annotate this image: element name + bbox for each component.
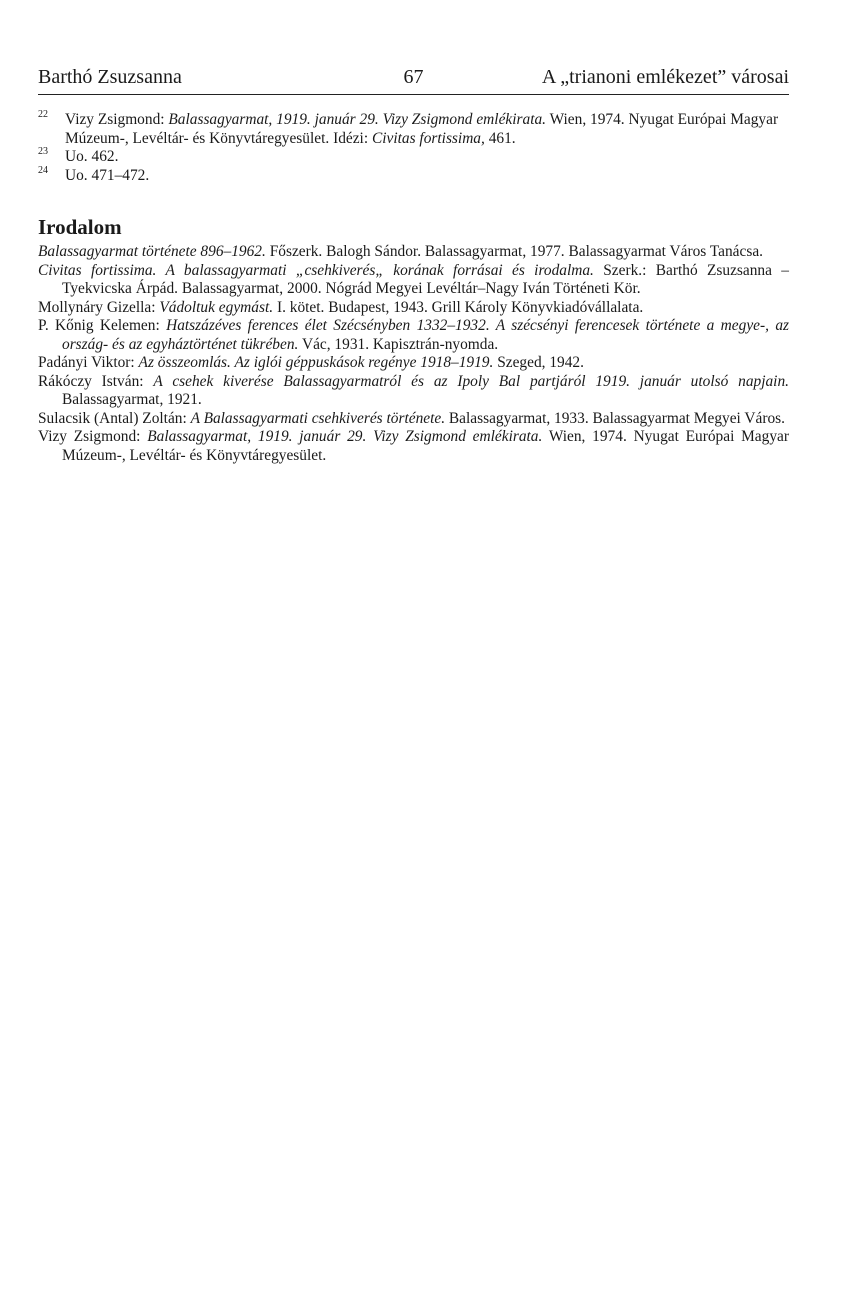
reference-title: Balassagyarmat története 896–1962. <box>38 243 266 260</box>
reference-entry <box>38 299 789 318</box>
reference-author: Sulacsik (Antal) Zoltán: <box>38 409 191 427</box>
reference-entry <box>38 354 789 373</box>
reference-title: Hatszázéves ferences élet Szécsényben 1332–1932. A szécsényi ferencesek története a megye-, az ország- és az egyháztörténet tükrében. <box>62 317 790 353</box>
reference-entry <box>38 262 789 299</box>
running-header <box>38 60 789 95</box>
reference-author: Rákóczy István: <box>38 372 154 390</box>
reference-author: Padányi Viktor: <box>38 354 139 371</box>
bibliography <box>38 243 789 465</box>
section-heading: Irodalom <box>38 215 122 239</box>
footnotes <box>38 111 789 185</box>
footnote <box>38 148 789 167</box>
footnote-text: Uo. 462. <box>65 148 119 165</box>
footnote-title: Civitas fortissima, <box>371 129 485 147</box>
reference-title: Balassagyarmat, 1919. január 29. Vizy Zsigmond emlékirata. <box>147 428 543 445</box>
footnote-number: 24 <box>38 164 48 176</box>
book-page <box>38 60 789 465</box>
reference-author: Vizy Zsigmond: <box>38 428 148 445</box>
footnote-number: 22 <box>38 109 48 120</box>
footnote <box>38 111 789 148</box>
reference-entry <box>38 317 789 354</box>
reference-details: Szeged, 1942. <box>493 354 584 371</box>
page-number: 67 <box>403 66 424 88</box>
footnote-text: Wien, 1974. Nyugat Európai Magyar Múzeum-, Levéltár- és Könyvtáregyesület. Idézi: <box>65 111 779 147</box>
footnote-title: Balassagyarmat, 1919. január 29. Vizy Zsigmond emlékirata. <box>168 111 547 128</box>
footnote-text: Vizy Zsigmond: <box>65 111 169 128</box>
reference-author: P. Kőnig Kelemen: <box>38 317 167 334</box>
reference-details: Főszerk. Balogh Sándor. Balassagyarmat, 1977. Balassagyarmat Város Tanácsa. <box>265 243 764 260</box>
reference-entry <box>38 428 789 465</box>
footnote-text: 461. <box>484 129 516 147</box>
header-author: Barthó Zsuzsanna <box>38 66 182 88</box>
reference-details: Vác, 1931. Kapisztrán-nyomda. <box>298 335 499 353</box>
reference-entry <box>38 243 789 262</box>
reference-details: Balassagyarmat, 1921. <box>62 391 202 408</box>
footnote-text: Uo. 471–472. <box>65 166 150 184</box>
header-title: A „trianoni emlékezet” városai <box>541 66 789 88</box>
reference-title: A Balassagyarmati csehkiverés története. <box>190 409 446 427</box>
reference-details: Szerk.: Barthó Zsuzsanna – Tyekvicska Árpád. Balassagyarmat, 2000. Nógrád Megyei Levéltár–Nagy Iván Történeti Kör. <box>62 261 789 297</box>
reference-title: Az összeomlás. Az iglói géppuskások regénye 1918–1919. <box>138 354 494 371</box>
reference-author: Mollynáry Gizella: <box>38 298 160 316</box>
reference-title: Civitas fortissima. A balassagyarmati „csehkiverés„ korának forrásai és irodalma. <box>38 261 594 279</box>
reference-details: Wien, 1974. Nyugat Európai Magyar Múzeum-, Levéltár- és Könyvtáregyesület. <box>62 428 789 464</box>
reference-details: Balassagyarmat, 1933. Balassagyarmat Megyei Város. <box>445 409 785 427</box>
reference-entry <box>38 373 789 410</box>
reference-title: Vádoltuk egymást. <box>159 298 274 316</box>
reference-title: A csehek kiverése Balassagyarmatról és az Ipoly Bal partjáról 1919. január utolsó napjain. <box>153 372 789 390</box>
reference-details: I. kötet. Budapest, 1943. Grill Károly Könyvkiadóvállalata. <box>273 298 644 316</box>
footnote-number: 23 <box>38 146 48 157</box>
footnote <box>38 164 789 186</box>
reference-entry <box>38 410 789 429</box>
